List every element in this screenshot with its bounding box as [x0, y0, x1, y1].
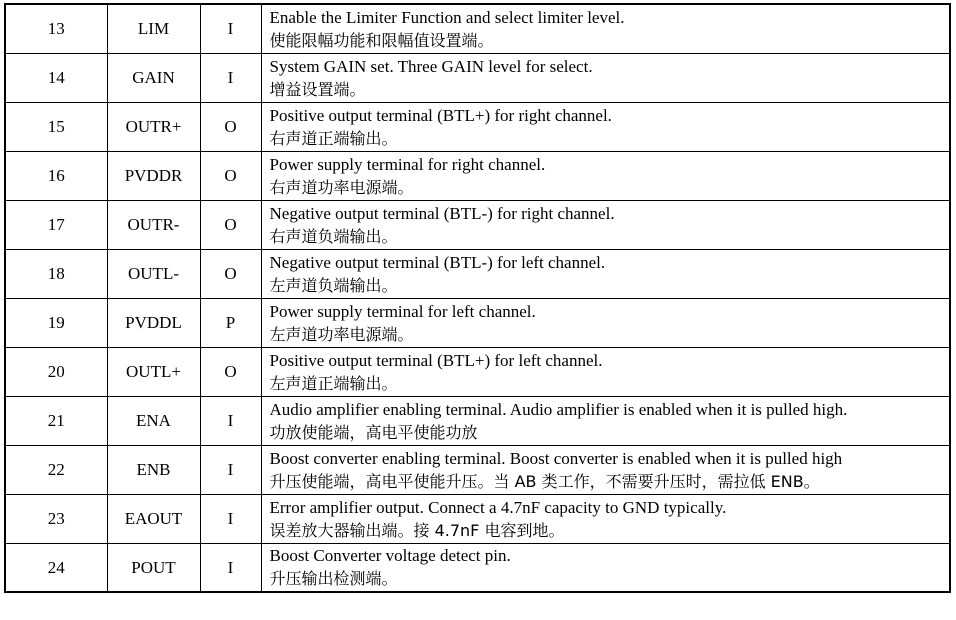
pin-name: GAIN [107, 53, 200, 102]
pin-description [261, 53, 950, 102]
pin-name: LIM [107, 4, 200, 53]
description-chinese: 升压输出检测端。 [269, 569, 398, 589]
pin-description [261, 445, 950, 494]
description-english: Negative output terminal (BTL-) for right channel. [269, 203, 615, 223]
table-row [5, 494, 950, 543]
description-english: Boost converter enabling terminal. Boost converter is enabled when it is pulled high [269, 448, 843, 468]
pin-description [261, 543, 950, 592]
pin-number: 17 [5, 200, 107, 249]
description-english: Negative output terminal (BTL-) for left channel. [269, 252, 606, 272]
description-english: Error amplifier output. Connect a 4.7nF capacity to GND typically. [269, 497, 727, 517]
pin-description [261, 4, 950, 53]
pin-type: O [200, 347, 261, 396]
pin-type: O [200, 151, 261, 200]
description-chinese: 左声道正端输出。 [269, 373, 398, 393]
pin-table-body [5, 4, 950, 592]
table-row [5, 445, 950, 494]
description-chinese: 左声道功率电源端。 [269, 324, 414, 344]
pin-number: 22 [5, 445, 107, 494]
pin-number: 15 [5, 102, 107, 151]
table-row [5, 200, 950, 249]
pin-name: PVDDL [107, 298, 200, 347]
table-row [5, 249, 950, 298]
pin-type: O [200, 249, 261, 298]
pin-type: O [200, 102, 261, 151]
table-row [5, 298, 950, 347]
pin-description [261, 494, 950, 543]
description-chinese: 左声道负端输出。 [269, 275, 398, 295]
pin-type: I [200, 543, 261, 592]
description-chinese: 右声道正端输出。 [269, 128, 398, 148]
pin-description [261, 200, 950, 249]
description-chinese: 升压使能端，高电平使能升压。当 AB 类工作，不需要升压时，需拉低 ENB。 [269, 471, 820, 491]
pin-description [261, 151, 950, 200]
pin-type: O [200, 200, 261, 249]
pin-number: 13 [5, 4, 107, 53]
pin-type: I [200, 4, 261, 53]
table-row [5, 151, 950, 200]
table-row [5, 347, 950, 396]
pin-name: EAOUT [107, 494, 200, 543]
pin-name: OUTL+ [107, 347, 200, 396]
pin-name: PVDDR [107, 151, 200, 200]
table-row [5, 102, 950, 151]
pin-description [261, 396, 950, 445]
pin-name: ENB [107, 445, 200, 494]
pin-number: 21 [5, 396, 107, 445]
description-chinese: 右声道功率电源端。 [269, 177, 414, 197]
pin-type: I [200, 53, 261, 102]
pin-description-table [4, 3, 951, 593]
pin-type: P [200, 298, 261, 347]
pin-description [261, 249, 950, 298]
description-chinese: 功放使能端，高电平使能功放 [269, 422, 478, 442]
pin-name: OUTR- [107, 200, 200, 249]
pin-number: 20 [5, 347, 107, 396]
pin-number: 24 [5, 543, 107, 592]
pin-type: I [200, 445, 261, 494]
table-row [5, 4, 950, 53]
pin-number: 14 [5, 53, 107, 102]
description-english: Positive output terminal (BTL+) for left channel. [269, 350, 603, 370]
pin-description [261, 102, 950, 151]
pin-name: ENA [107, 396, 200, 445]
pin-type: I [200, 396, 261, 445]
description-english: Power supply terminal for right channel. [269, 154, 546, 174]
description-english: System GAIN set. Three GAIN level for select. [269, 56, 593, 76]
pin-description [261, 347, 950, 396]
description-english: Boost Converter voltage detect pin. [269, 546, 511, 566]
description-english: Audio amplifier enabling terminal. Audio amplifier is enabled when it is pulled high. [269, 399, 848, 419]
pin-number: 23 [5, 494, 107, 543]
description-chinese: 右声道负端输出。 [269, 226, 398, 246]
description-english: Power supply terminal for left channel. [269, 301, 536, 321]
table-row [5, 543, 950, 592]
description-english: Enable the Limiter Function and select limiter level. [269, 7, 625, 27]
description-chinese: 使能限幅功能和限幅值设置端。 [269, 30, 494, 50]
pin-description [261, 298, 950, 347]
description-english: Positive output terminal (BTL+) for right channel. [269, 105, 612, 125]
table-row [5, 53, 950, 102]
pin-number: 16 [5, 151, 107, 200]
pin-type: I [200, 494, 261, 543]
pin-name: POUT [107, 543, 200, 592]
description-chinese: 增益设置端。 [269, 79, 366, 99]
pin-number: 19 [5, 298, 107, 347]
description-chinese: 误差放大器输出端。接 4.7nF 电容到地。 [269, 520, 565, 540]
pin-number: 18 [5, 249, 107, 298]
pin-name: OUTL- [107, 249, 200, 298]
table-row [5, 396, 950, 445]
pin-name: OUTR+ [107, 102, 200, 151]
